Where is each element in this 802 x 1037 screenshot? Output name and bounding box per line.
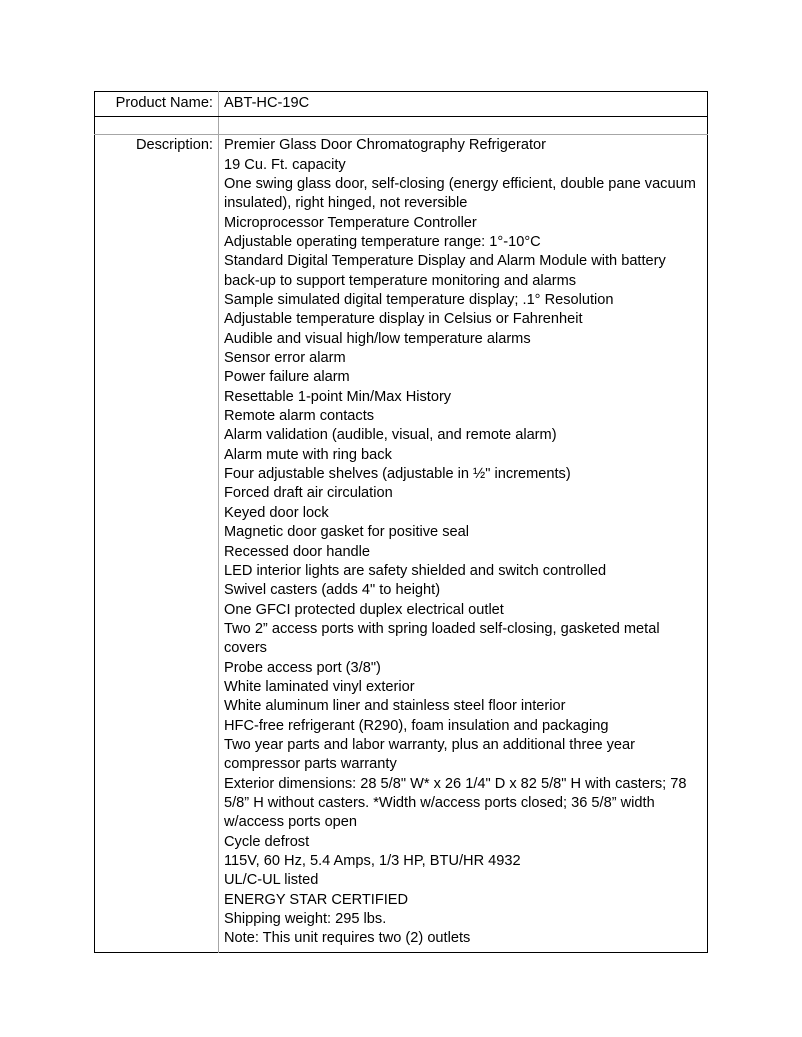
table-row-spacer xyxy=(95,117,708,135)
description-line: Sample simulated digital temperature display; .1° Resolution xyxy=(224,292,614,309)
description-line: Standard Digital Temperature Display and Alarm Module with battery back-up to support temperature monitoring and alarms xyxy=(224,253,666,289)
description-line: LED interior lights are safety shielded and switch controlled xyxy=(224,562,607,579)
description-line: Remote alarm contacts xyxy=(224,408,375,425)
description-line: Resettable 1-point Min/Max History xyxy=(224,388,452,405)
spacer-value-cell xyxy=(219,117,708,135)
description-line: One swing glass door, self-closing (energy efficient, double pane vacuum insulated), right hinged, not reversible xyxy=(224,175,696,212)
description-line: 19 Cu. Ft. capacity xyxy=(224,156,346,173)
table-row-description xyxy=(95,135,708,952)
description-line: Note: This unit requires two (2) outlets xyxy=(224,930,471,947)
description-line: Swivel casters (adds 4" to height) xyxy=(224,582,441,599)
description-line: Magnetic door gasket for positive seal xyxy=(224,524,469,541)
description-line: Audible and visual high/low temperature alarms xyxy=(224,330,531,347)
description-line: UL/C-UL listed xyxy=(224,872,319,889)
description-line: HFC-free refrigerant (R290), foam insulation and packaging xyxy=(224,717,609,734)
product-name-value: ABT-HC-19C xyxy=(219,92,708,117)
description-line: Adjustable temperature display in Celsius or Fahrenheit xyxy=(224,311,583,328)
description-line: Exterior dimensions: 28 5/8" W* x 26 1/4" D x 82 5/8" H with casters; 78 5/8” H without casters. *Width w/access ports closed; 36 5/8” width w/access ports open xyxy=(224,775,687,831)
description-line: White laminated vinyl exterior xyxy=(224,678,415,695)
table-row-product-name xyxy=(95,92,708,117)
description-line: White aluminum liner and stainless steel floor interior xyxy=(224,698,566,715)
description-line: Adjustable operating temperature range: 1°-10°C xyxy=(224,234,541,251)
description-line: Four adjustable shelves (adjustable in ½" increments) xyxy=(224,466,571,483)
description-line: Alarm validation (audible, visual, and remote alarm) xyxy=(224,427,557,444)
description-line: Cycle defrost xyxy=(224,833,310,850)
description-line: 115V, 60 Hz, 5.4 Amps, 1/3 HP, BTU/HR 4932 xyxy=(224,853,521,870)
description-line: Shipping weight: 295 lbs. xyxy=(224,911,387,928)
description-line: Recessed door handle xyxy=(224,543,371,560)
description-line-list xyxy=(224,136,703,948)
description-line: Two 2” access ports with spring loaded self-closing, gasketed metal covers xyxy=(224,620,660,657)
spec-table-body xyxy=(95,92,708,953)
product-name-label: Product Name: xyxy=(95,92,219,117)
description-line: Alarm mute with ring back xyxy=(224,446,392,463)
description-line: One GFCI protected duplex electrical outlet xyxy=(224,601,504,618)
description-label: Description: xyxy=(95,135,219,952)
description-line: Probe access port (3/8") xyxy=(224,659,381,676)
description-line: Premier Glass Door Chromatography Refrigerator xyxy=(224,137,546,154)
product-spec-table xyxy=(94,91,708,953)
description-line: Power failure alarm xyxy=(224,369,350,386)
description-line: Keyed door lock xyxy=(224,504,329,521)
description-line: Forced draft air circulation xyxy=(224,485,393,502)
spacer-label-cell xyxy=(95,117,219,135)
description-line: Microprocessor Temperature Controller xyxy=(224,214,477,231)
description-line: Sensor error alarm xyxy=(224,350,346,367)
description-line: Two year parts and labor warranty, plus an additional three year compressor parts warranty xyxy=(224,736,636,773)
description-line: ENERGY STAR CERTIFIED xyxy=(224,891,409,908)
description-value xyxy=(219,135,708,952)
